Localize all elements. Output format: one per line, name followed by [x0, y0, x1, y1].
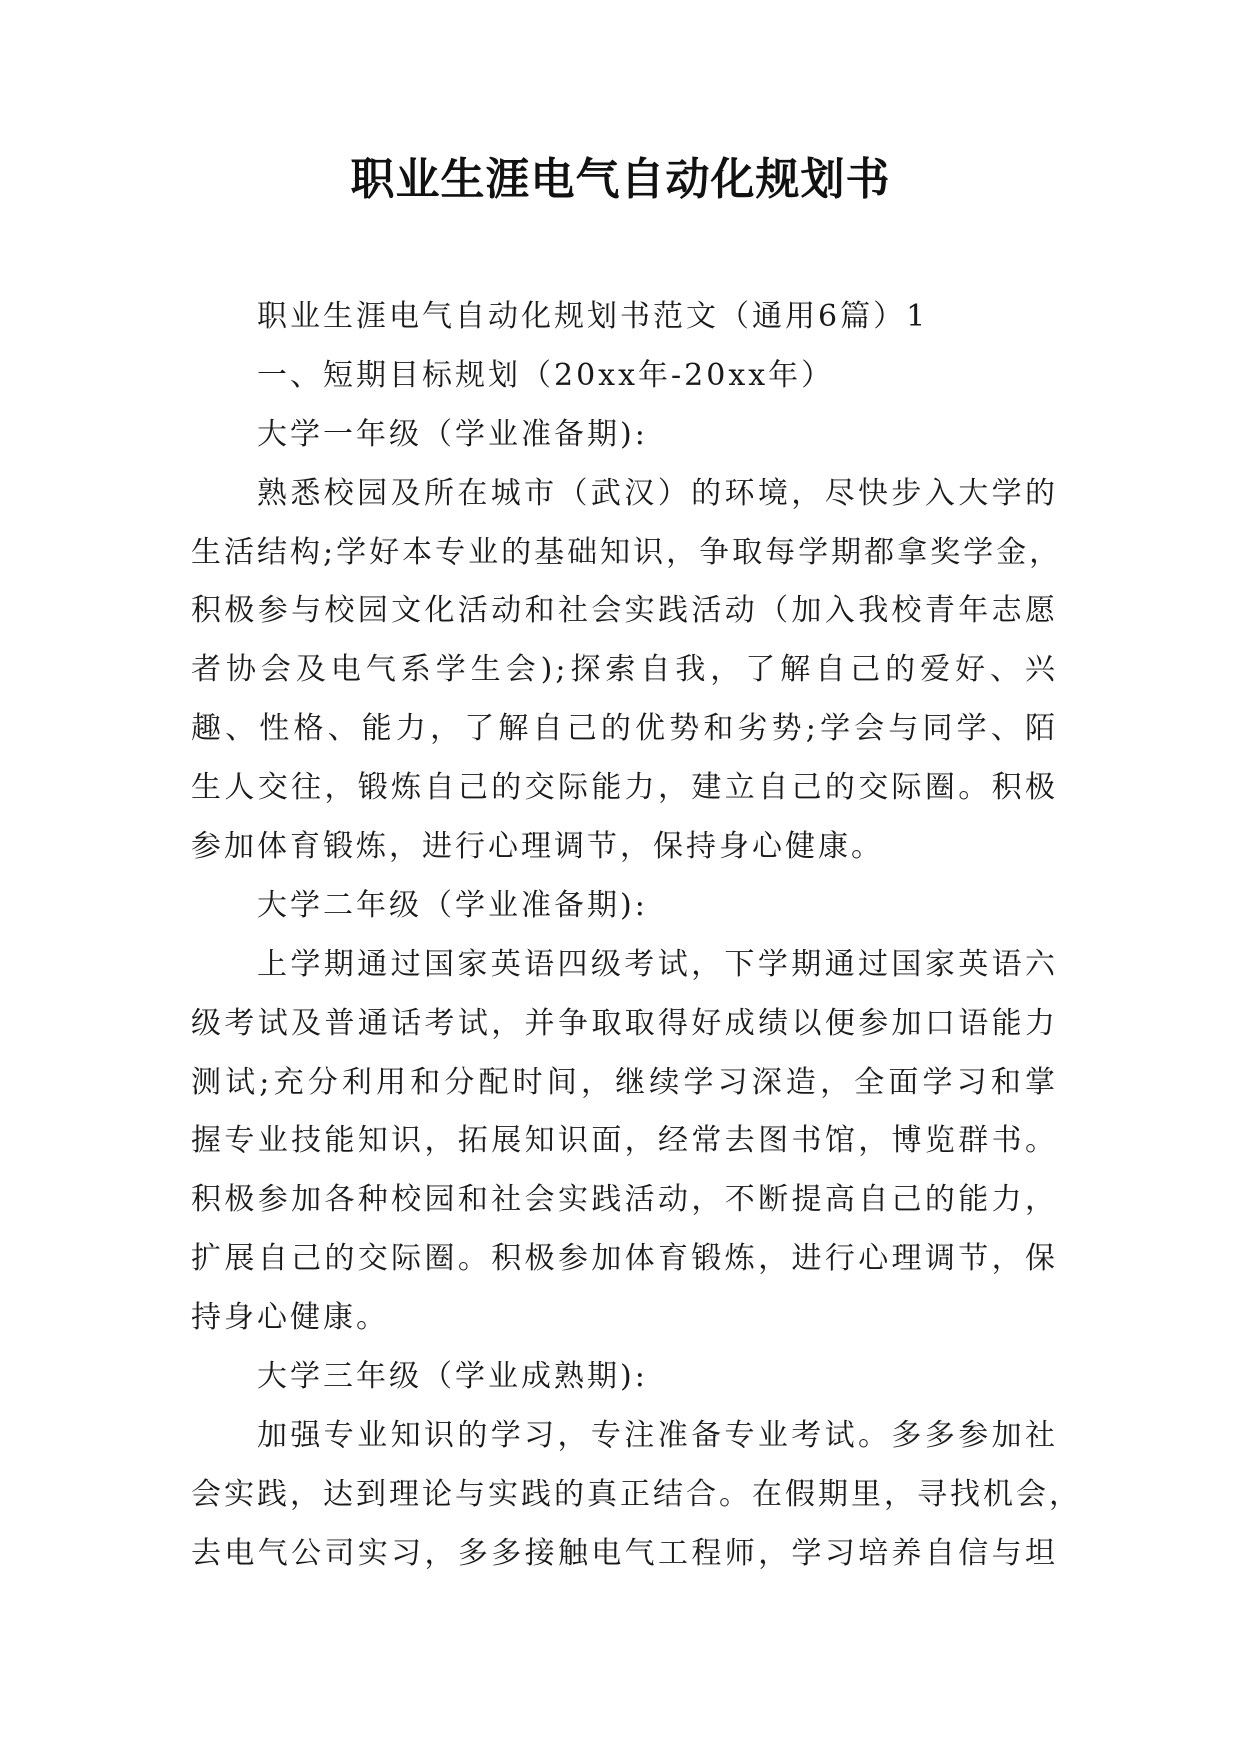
- text-line: 趣、性格、能力，了解自己的优势和劣势;学会与同学、陌: [191, 711, 1058, 747]
- text-line: 去电气公司实习，多多接触电气工程师，学习培养自信与坦: [191, 1535, 1058, 1571]
- text-line: 级考试及普通话考试，并争取取得好成绩以便参加口语能力: [191, 1005, 1058, 1041]
- text-line: 会实践，达到理论与实践的真正结合。在假期里，寻找机会，: [191, 1476, 1082, 1512]
- text-line: 生人交往，锻炼自己的交际能力，建立自己的交际圈。积极: [191, 770, 1058, 806]
- text-line: 持身心健康。: [191, 1300, 389, 1336]
- text-line: 参加体育锻炼，进行心理调节，保持身心健康。: [191, 829, 884, 865]
- text-line: 生活结构;学好本专业的基础知识，争取每学期都拿奖学金，: [191, 534, 1063, 570]
- paragraph-section-heading: [191, 347, 1058, 406]
- text-line: 熟悉校园及所在城市（武汉）的环境，尽快步入大学的: [257, 475, 1058, 511]
- paragraph-year-three-body: [191, 1407, 1082, 1584]
- paragraph-year-two-heading: [191, 877, 1058, 936]
- text-line: 者协会及电气系学生会);探索自我，了解自己的爱好、兴: [191, 652, 1058, 688]
- text-line: 职业生涯电气自动化规划书范文（通用6篇）1: [257, 299, 929, 334]
- text-line: 积极参与校园文化活动和社会实践活动（加入我校青年志愿: [191, 593, 1058, 629]
- paragraph-year-three-heading: [191, 1348, 1058, 1407]
- text-line: 测试;充分利用和分配时间，继续学习深造，全面学习和掌: [191, 1064, 1058, 1100]
- paragraph-year-one-body: [191, 465, 1063, 877]
- text-line: 扩展自己的交际圈。积极参加体育锻炼，进行心理调节，保: [191, 1241, 1058, 1277]
- text-line: 一、短期目标规划（20xx年-20xx年）: [257, 357, 835, 393]
- document-body: [191, 288, 1082, 1584]
- paragraph-year-one-heading: [191, 406, 1058, 465]
- text-line: 大学三年级（学业成熟期):: [257, 1359, 648, 1395]
- document-title: 职业生涯电气自动化规划书: [350, 154, 891, 205]
- text-line: 加强专业知识的学习，专注准备专业考试。多多参加社: [257, 1417, 1058, 1453]
- text-line: 大学一年级（学业准备期):: [257, 416, 648, 452]
- text-line: 大学二年级（学业准备期):: [257, 887, 648, 923]
- paragraph-heading-subtitle: [191, 288, 1058, 347]
- text-line: 握专业技能知识，拓展知识面，经常去图书馆，博览群书。: [191, 1123, 1058, 1159]
- text-line: 上学期通过国家英语四级考试，下学期通过国家英语六: [257, 946, 1058, 982]
- text-line: 积极参加各种校园和社会实践活动，不断提高自己的能力，: [191, 1182, 1058, 1218]
- paragraph-year-two-body: [191, 936, 1058, 1348]
